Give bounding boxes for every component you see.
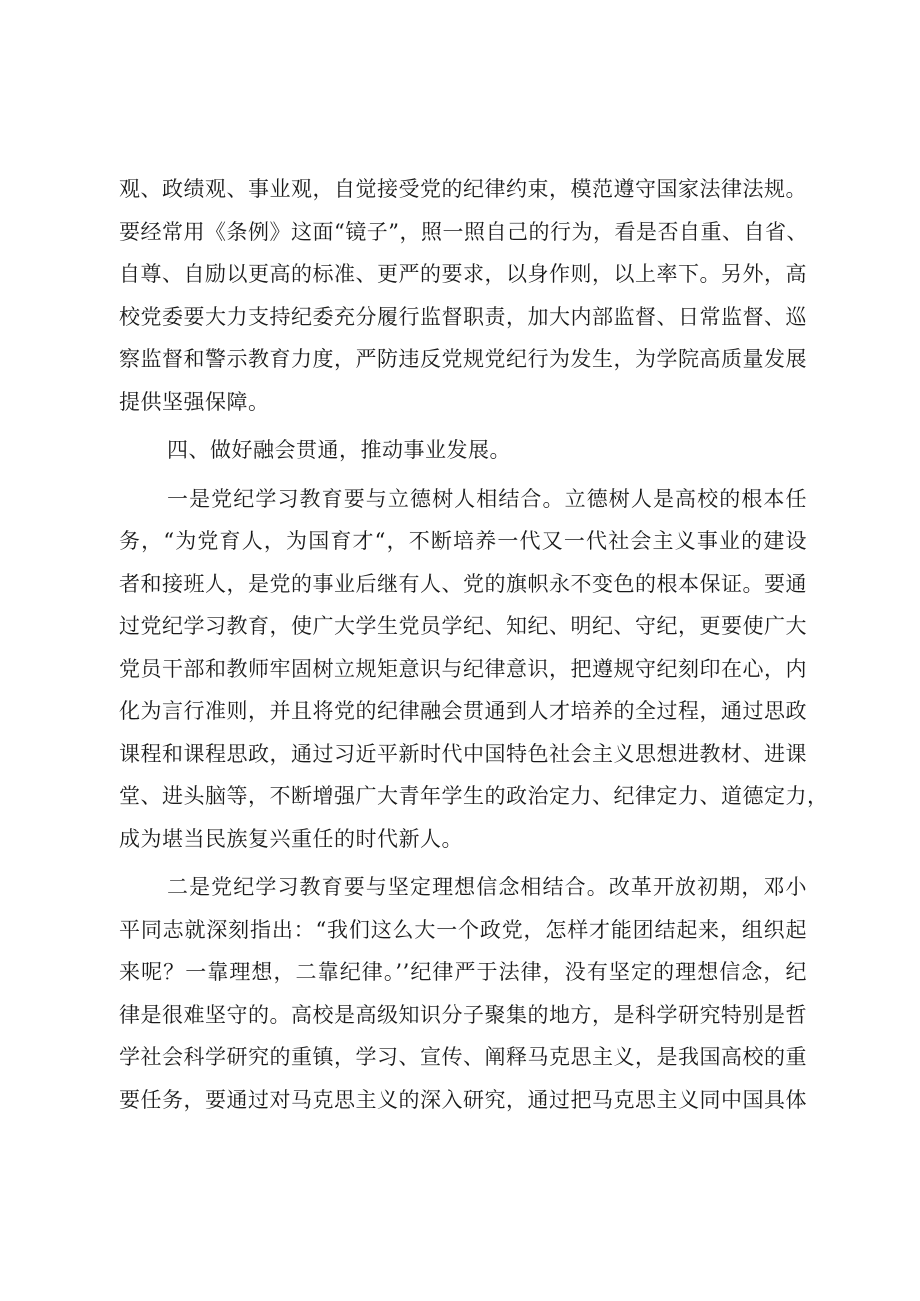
text-line: 过党纪学习教育，使广大学生党员学纪、知纪、明纪、守纪，更要使广大 xyxy=(119,614,807,638)
paragraph-second xyxy=(119,866,807,1121)
text-line: 察监督和警示教育力度，严防违反党规党纪行为发生，为学院高质量发展 xyxy=(119,347,807,371)
text-line: 成为堪当民族复兴重任的时代新人。 xyxy=(119,826,463,851)
text-line: 学社会科学研究的重镇，学习、宣传、阐释马克思主义，是我国高校的重 xyxy=(119,1045,807,1069)
text-line: 来呢？一靠理想，二靠纪律。’’纪律严于法律，没有坚定的理想信念，纪 xyxy=(119,960,807,984)
paragraph-first xyxy=(119,478,829,861)
text-line: 要任务，要通过对马克思主义的深入研究，通过把马克思主义同中国具体 xyxy=(119,1087,807,1112)
text-line: 化为言行准则，并且将党的纪律融会贯通到人才培养的全过程，通过思政 xyxy=(119,699,807,723)
text-line: 党员干部和教师牢固树立规矩意识与纪律意识，把遵规守纪刻印在心，内 xyxy=(119,656,807,681)
text-line: 校党委要大力支持纪委充分履行监督职责，加大内部监督、日常监督、巡 xyxy=(119,304,807,329)
text-line: 堂、进头脑等，不断增强广大青年学生的政治定力、纪律定力、道德定力， xyxy=(119,784,829,808)
text-line: 者和接班人，是党的事业后继有人、党的旗帜永不变色的根本保证。要通 xyxy=(119,571,807,596)
text-line: 一是党纪学习教育要与立德树人相结合。立德树人是高校的根本任 xyxy=(167,486,807,511)
section-heading xyxy=(119,429,807,472)
heading-line: 四、做好融会贯通，推动事业发展。 xyxy=(167,438,511,462)
text-line: 自尊、自励以更高的标准、更严的要求，以身作则，以上率下。另外，高 xyxy=(119,262,807,286)
text-line: 二是党纪学习教育要与坚定理想信念相结合。改革开放初期，邓小 xyxy=(167,875,807,899)
text-line: 要经常用《条例》这面“镜子”，照一照自己的行为，看是否自重、自省、 xyxy=(119,219,808,244)
paragraph-continuation xyxy=(119,168,807,423)
text-line: 观、政绩观、事业观，自觉接受党的纪律约束，模范遵守国家法律法规。 xyxy=(119,177,807,201)
text-line: 务，“为党育人，为国育才“，不断培养一代又一代社会主义事业的建设 xyxy=(119,529,807,553)
text-line: 课程和课程思政，通过习近平新时代中国特色社会主义思想进教材、进课 xyxy=(119,741,807,766)
text-line: 平同志就深刻指出：“我们这么大一个政党，怎样才能团结起来，组织起 xyxy=(119,917,807,942)
text-line: 律是很难坚守的。高校是高级知识分子聚集的地方，是科学研究特别是哲 xyxy=(119,1002,807,1027)
body-text xyxy=(119,168,829,1121)
text-line: 提供坚强保障。 xyxy=(119,389,270,414)
